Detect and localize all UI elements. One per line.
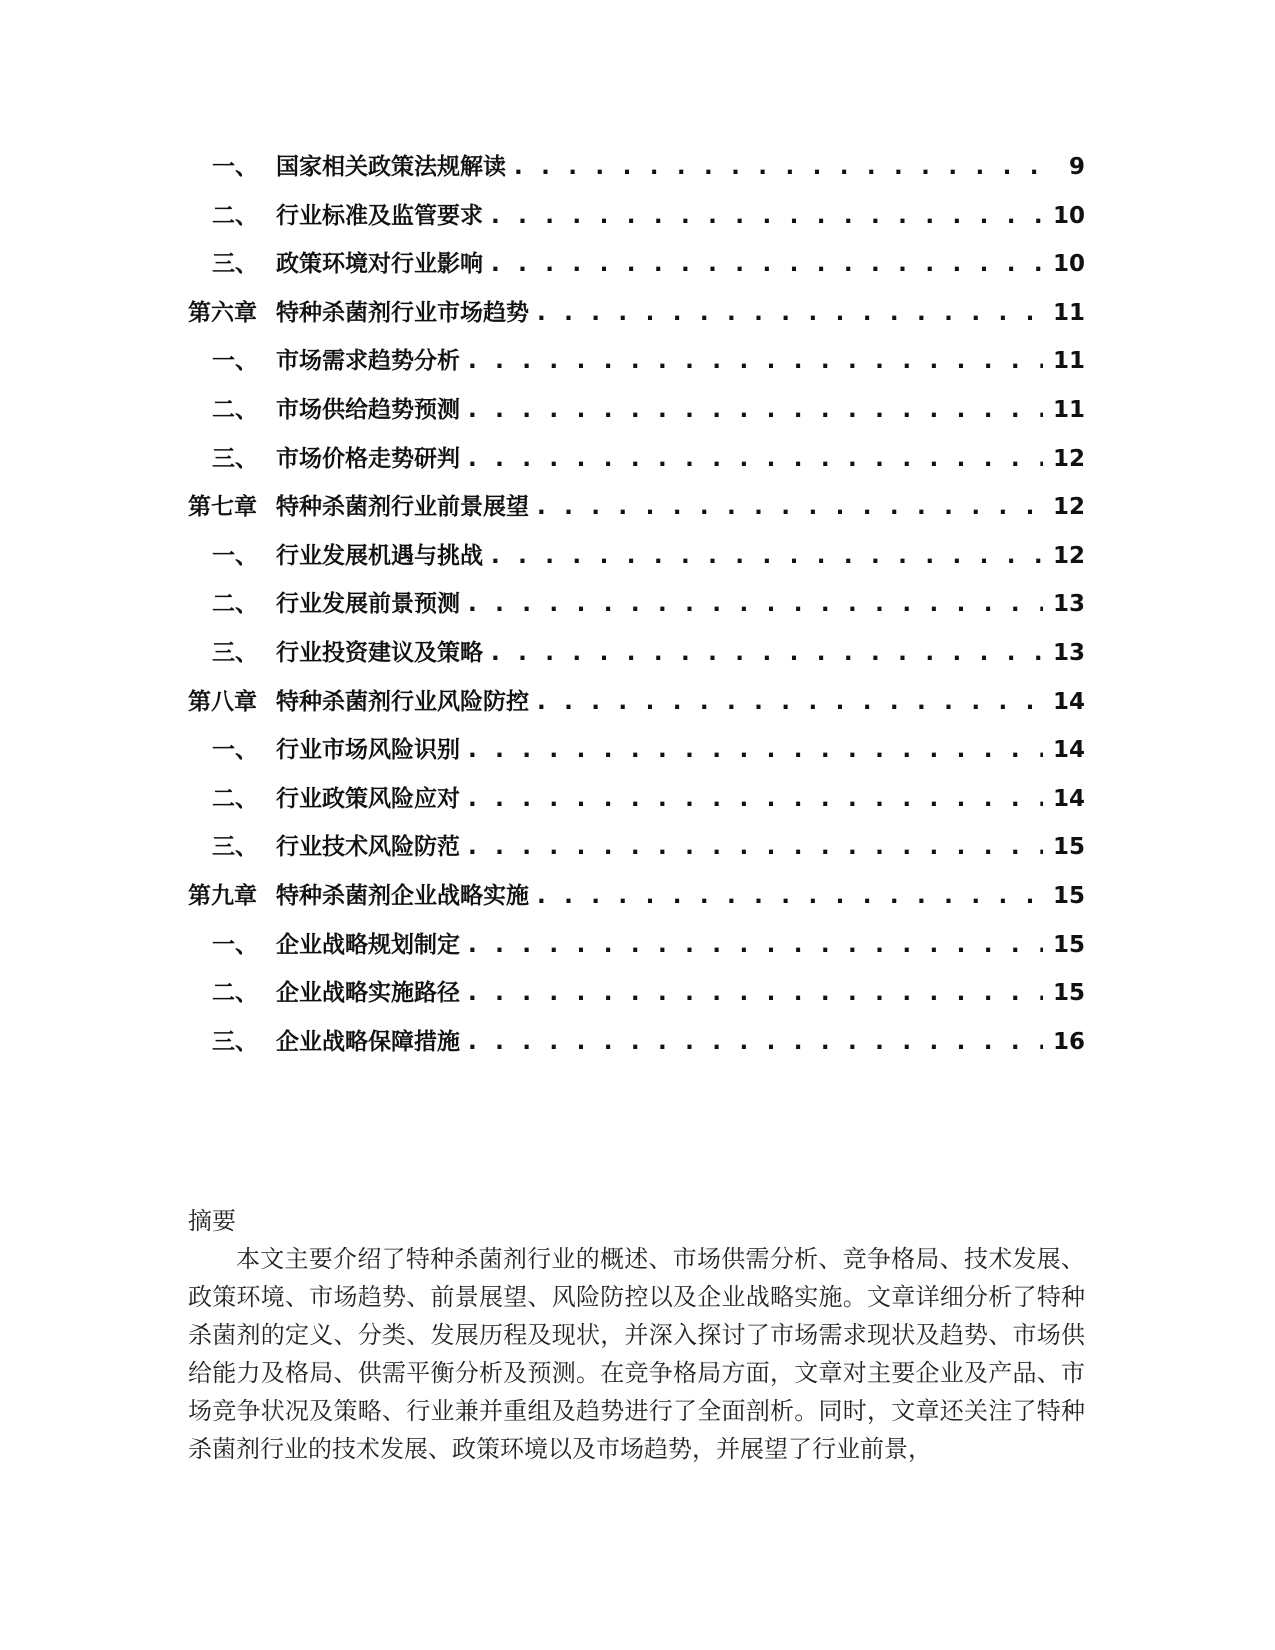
toc-page-number: 13 bbox=[1052, 639, 1085, 666]
toc-entry-number: 二、 bbox=[212, 591, 258, 618]
toc-entry-title: 行业标准及监管要求 bbox=[276, 202, 483, 229]
toc-entry-number: 第八章 bbox=[188, 688, 257, 715]
toc-entry-number: 三、 bbox=[212, 639, 258, 666]
toc-entry-title: 特种杀菌剂行业风险防控 bbox=[276, 688, 529, 715]
toc-page-number: 11 bbox=[1052, 348, 1085, 375]
toc-entry-number: 三、 bbox=[212, 834, 258, 861]
toc-dot-leader bbox=[491, 240, 1043, 289]
toc-entry[interactable] bbox=[188, 823, 1085, 872]
toc-entry[interactable] bbox=[188, 143, 1085, 192]
toc-entry[interactable] bbox=[188, 775, 1085, 824]
toc-entry-title: 行业技术风险防范 bbox=[276, 834, 460, 861]
toc-entry-title: 企业战略实施路径 bbox=[276, 980, 460, 1007]
toc-entry[interactable] bbox=[188, 532, 1085, 581]
toc-entry[interactable] bbox=[188, 337, 1085, 386]
toc-entry[interactable] bbox=[188, 289, 1085, 338]
toc-entry-title: 行业投资建议及策略 bbox=[276, 639, 483, 666]
toc-page-number: 14 bbox=[1052, 785, 1085, 812]
toc-entry-number: 一、 bbox=[212, 542, 258, 569]
toc-dot-leader bbox=[468, 969, 1043, 1018]
toc-entry-number: 三、 bbox=[212, 1028, 258, 1055]
toc-dot-leader bbox=[537, 289, 1043, 338]
toc-dot-leader bbox=[468, 580, 1043, 629]
toc-entry[interactable] bbox=[188, 969, 1085, 1018]
toc-page-number: 9 bbox=[1068, 154, 1085, 180]
toc-entry-title: 特种杀菌剂企业战略实施 bbox=[276, 882, 529, 909]
toc-entry-number: 二、 bbox=[212, 785, 258, 812]
toc-dot-leader bbox=[491, 192, 1043, 241]
toc-page-number: 13 bbox=[1052, 591, 1085, 618]
toc-page-number: 15 bbox=[1052, 834, 1085, 861]
toc-entry-title: 市场需求趋势分析 bbox=[276, 348, 460, 375]
toc-dot-leader bbox=[537, 872, 1043, 921]
toc-entry-number: 一、 bbox=[212, 348, 258, 375]
toc-entry-title: 行业市场风险识别 bbox=[276, 737, 460, 764]
toc-dot-leader bbox=[468, 386, 1043, 435]
toc-entry-number: 二、 bbox=[212, 396, 258, 423]
toc-entry[interactable] bbox=[188, 386, 1085, 435]
toc-entry-number: 二、 bbox=[212, 980, 258, 1007]
toc-entry-title: 市场价格走势研判 bbox=[276, 445, 460, 472]
toc-dot-leader bbox=[537, 483, 1043, 532]
toc-entry-number: 一、 bbox=[212, 154, 258, 180]
toc-page-number: 15 bbox=[1052, 882, 1085, 909]
toc-entry[interactable] bbox=[188, 483, 1085, 532]
toc-page-number: 12 bbox=[1052, 494, 1085, 521]
toc-entry-number: 一、 bbox=[212, 931, 258, 958]
toc-entry-title: 特种杀菌剂行业前景展望 bbox=[276, 494, 529, 521]
toc-entry-number: 第九章 bbox=[188, 882, 257, 909]
toc-entry-title: 企业战略规划制定 bbox=[276, 931, 460, 958]
toc-entry[interactable] bbox=[188, 726, 1085, 775]
toc-entry-number: 一、 bbox=[212, 737, 258, 764]
abstract-heading: 摘要 bbox=[188, 1207, 236, 1235]
toc-page-number: 12 bbox=[1052, 542, 1085, 569]
toc-page-number: 11 bbox=[1052, 299, 1085, 326]
toc-page-number: 15 bbox=[1052, 980, 1085, 1007]
toc-entry[interactable] bbox=[188, 580, 1085, 629]
toc-entry[interactable] bbox=[188, 240, 1085, 289]
toc-dot-leader bbox=[491, 629, 1043, 678]
toc-dot-leader bbox=[468, 823, 1043, 872]
table-of-contents bbox=[188, 143, 1085, 1066]
toc-page-number: 12 bbox=[1052, 445, 1085, 472]
toc-entry[interactable] bbox=[188, 678, 1085, 727]
toc-dot-leader bbox=[491, 532, 1043, 581]
toc-dot-leader bbox=[468, 775, 1043, 824]
toc-entry[interactable] bbox=[188, 872, 1085, 921]
toc-entry-title: 行业发展前景预测 bbox=[276, 591, 460, 618]
abstract-body: 本文主要介绍了特种杀菌剂行业的概述、市场供需分析、竞争格局、技术发展、政策环境、市场趋势、前景展望、风险防控以及企业战略实施。文章详细分析了特种杀菌剂的定义、分类、发展历程及现状，并深入探讨了市场需求现状及趋势、市场供给能力及格局、供需平衡分析及预测。在竞争格局方面，文章对主要企业及产品、市场竞争状况及策略、行业兼并重组及趋势进行了全面剖析。同时，文章还关注了特种杀菌剂行业的技术发展、政策环境以及市场趋势，并展望了行业前景， bbox=[188, 1245, 1085, 1463]
toc-dot-leader bbox=[468, 1018, 1043, 1067]
toc-dot-leader bbox=[514, 143, 1047, 192]
toc-page-number: 15 bbox=[1052, 931, 1085, 958]
toc-entry-number: 第七章 bbox=[188, 494, 257, 521]
toc-page-number: 10 bbox=[1052, 251, 1085, 278]
toc-entry[interactable] bbox=[188, 192, 1085, 241]
toc-dot-leader bbox=[468, 337, 1043, 386]
toc-entry-number: 三、 bbox=[212, 445, 258, 472]
toc-page-number: 16 bbox=[1052, 1028, 1085, 1055]
toc-page-number: 11 bbox=[1052, 396, 1085, 423]
toc-entry-title: 国家相关政策法规解读 bbox=[276, 154, 506, 180]
toc-dot-leader bbox=[468, 435, 1043, 484]
toc-entry[interactable] bbox=[188, 921, 1085, 970]
toc-entry-title: 特种杀菌剂行业市场趋势 bbox=[276, 299, 529, 326]
toc-entry[interactable] bbox=[188, 435, 1085, 484]
toc-entry-number: 三、 bbox=[212, 251, 258, 278]
toc-entry[interactable] bbox=[188, 1018, 1085, 1067]
abstract-section bbox=[188, 1202, 1085, 1468]
toc-entry-number: 二、 bbox=[212, 202, 258, 229]
toc-entry[interactable] bbox=[188, 629, 1085, 678]
toc-entry-number: 第六章 bbox=[188, 299, 257, 326]
toc-dot-leader bbox=[537, 678, 1043, 727]
toc-page-number: 14 bbox=[1052, 737, 1085, 764]
toc-entry-title: 行业发展机遇与挑战 bbox=[276, 542, 483, 569]
toc-page-number: 10 bbox=[1052, 202, 1085, 229]
toc-dot-leader bbox=[468, 921, 1043, 970]
toc-entry-title: 行业政策风险应对 bbox=[276, 785, 460, 812]
toc-page-number: 14 bbox=[1052, 688, 1085, 715]
toc-entry-title: 市场供给趋势预测 bbox=[276, 396, 460, 423]
toc-entry-title: 企业战略保障措施 bbox=[276, 1028, 460, 1055]
toc-dot-leader bbox=[468, 726, 1043, 775]
toc-entry-title: 政策环境对行业影响 bbox=[276, 251, 483, 278]
